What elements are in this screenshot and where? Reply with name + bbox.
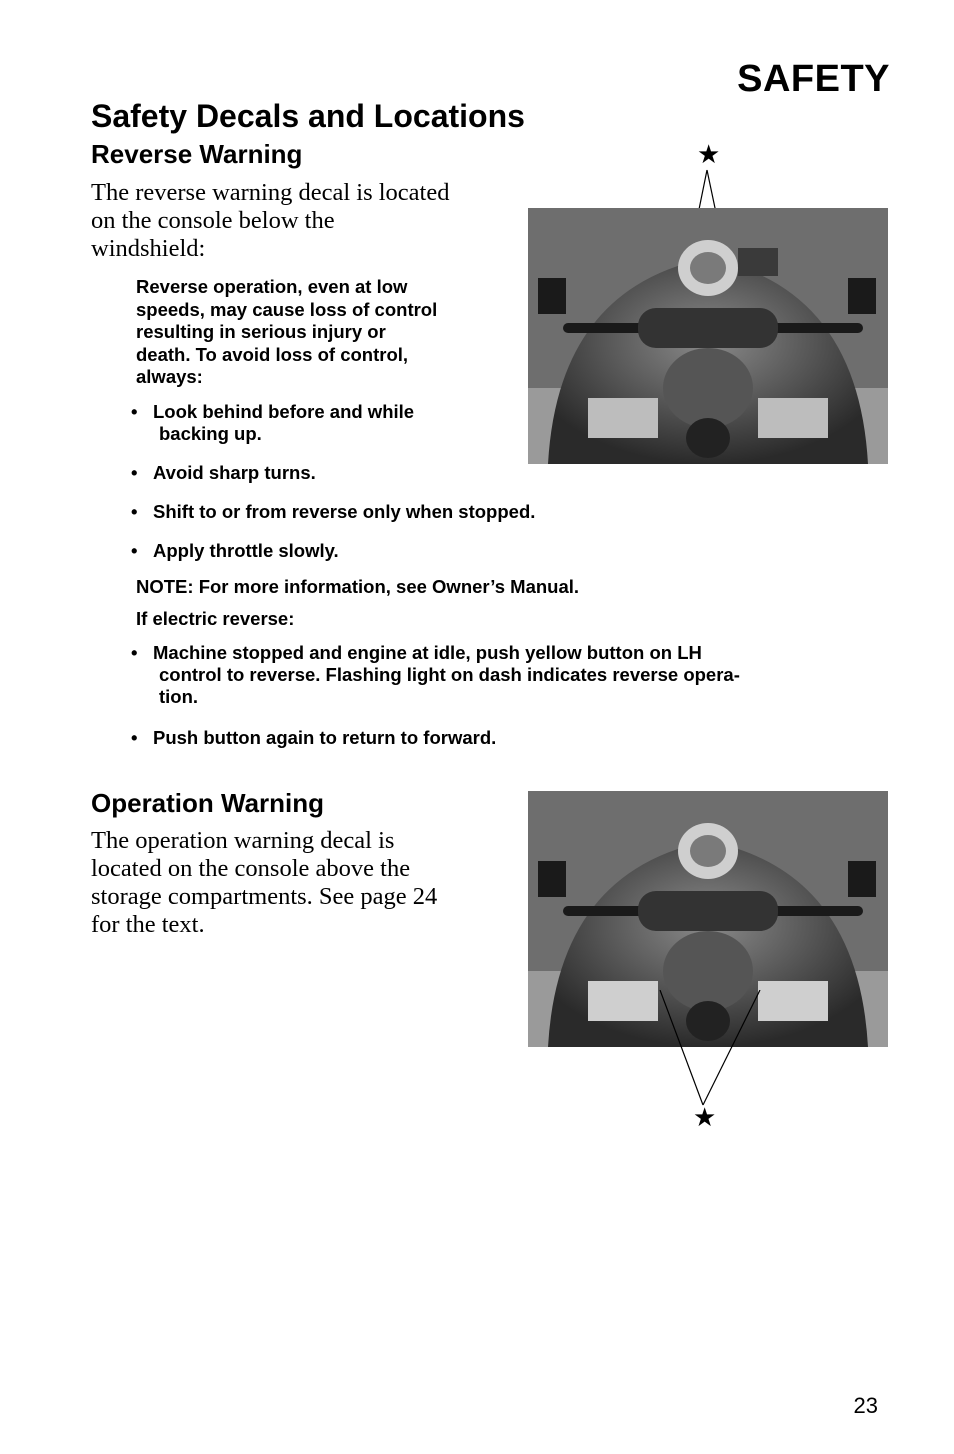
bullet-text-continued: tion. — [159, 686, 199, 707]
bullet-item — [131, 727, 496, 749]
warning-line: speeds, may cause loss of control — [136, 298, 438, 320]
star-marker-icon: ★ — [697, 140, 721, 169]
page-number: 23 — [853, 1393, 878, 1418]
reverse-intro — [91, 179, 449, 263]
warning-line: death. To avoid loss of control, — [136, 343, 409, 365]
warning-line: Reverse operation, even at low — [136, 276, 408, 297]
bullet-text-continued: control to reverse. Flashing light on dash indicates reverse opera- — [159, 664, 740, 685]
bullet-text-continued: backing up. — [159, 423, 262, 444]
operation-warning-title: Operation Warning — [91, 788, 325, 818]
bullet-text: Apply throttle slowly. — [153, 540, 339, 561]
callout-lines — [630, 990, 790, 1110]
warning-line: always: — [136, 366, 203, 387]
bullet-item — [131, 401, 414, 445]
bullet-icon: • — [131, 727, 138, 748]
bullet-text: Shift to or from reverse only when stopped. — [153, 501, 536, 522]
bullet-text: Look behind before and while — [153, 401, 415, 422]
bullet-icon: • — [131, 642, 138, 663]
warning-line: resulting in serious injury or — [136, 321, 386, 342]
page-heading: Safety Decals and Locations — [91, 98, 525, 134]
snowmobile-console-photo-top — [528, 208, 888, 464]
reverse-intro-line: The reverse warning decal is located — [91, 179, 450, 206]
reverse-intro-line: windshield: — [91, 235, 206, 262]
operation-text-line: located on the console above the — [91, 855, 411, 882]
star-marker-icon: ★ — [693, 1103, 717, 1132]
operation-text-line: storage compartments. See page 24 — [91, 883, 438, 910]
note-text: NOTE: For more information, see Owner’s Manual. — [136, 576, 580, 597]
operation-text-line: The operation warning decal is — [91, 827, 395, 854]
reverse-warning-title: Reverse Warning — [91, 139, 303, 169]
bullet-icon: • — [131, 462, 138, 483]
operation-text — [91, 827, 437, 939]
bullet-item — [131, 501, 535, 523]
bullet-item — [131, 642, 851, 708]
bullet-text: Avoid sharp turns. — [153, 462, 316, 483]
electric-reverse-label: If electric reverse: — [136, 608, 295, 629]
bullet-text: Machine stopped and engine at idle, push yellow button on LH — [153, 642, 702, 663]
bullet-icon: • — [131, 401, 138, 422]
bullet-text: Push button again to return to forward. — [153, 727, 497, 748]
bullet-item — [131, 540, 339, 562]
bullet-icon: • — [131, 540, 138, 561]
reverse-warning-text — [136, 276, 437, 389]
snowmobile-console-illustration — [528, 208, 888, 464]
bullet-icon: • — [131, 501, 138, 522]
reverse-intro-line: on the console below the — [91, 207, 335, 234]
bullet-item — [131, 462, 316, 484]
operation-text-line: for the text. — [91, 911, 205, 938]
section-title: SAFETY — [737, 58, 890, 100]
